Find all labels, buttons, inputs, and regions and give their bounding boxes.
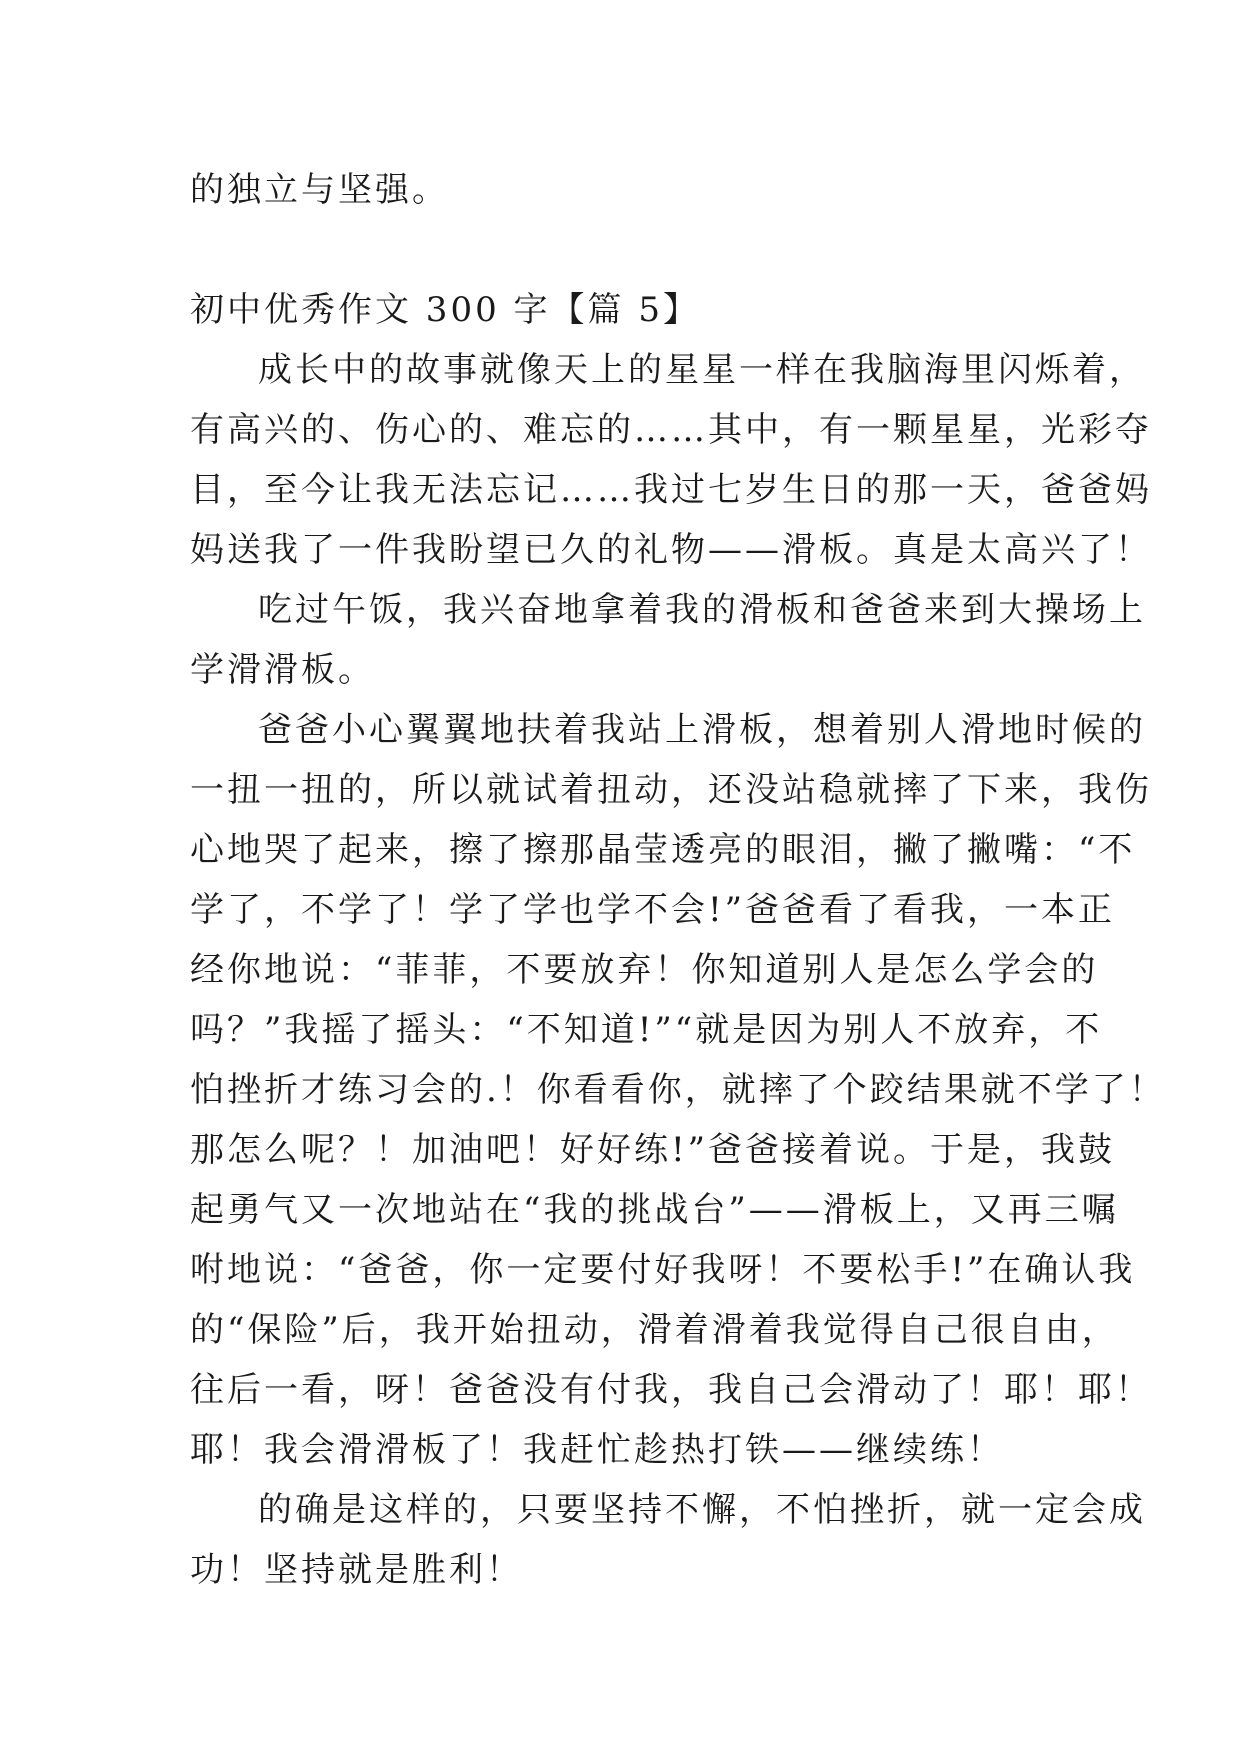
text-line: 学了，不学了！学了学也学不会!”爸爸看了看我，一本正 (190, 890, 1116, 930)
text-line: 爸爸小心翼翼地扶着我站上滑板，想着别人滑地时候的 (258, 710, 1146, 750)
paragraph-4 (190, 1480, 1146, 1600)
text-line: 妈送我了一件我盼望已久的礼物——滑板。真是太高兴了！ (190, 530, 1152, 570)
text-line: 有高兴的、伤心的、难忘的……其中，有一颗星星，光彩夺 (190, 410, 1152, 450)
text-line: 成长中的故事就像天上的星星一样在我脑海里闪烁着， (258, 350, 1146, 390)
section-title: 初中优秀作文 300 字【篇 5】 (190, 290, 700, 330)
text-line: 怕挫折才练习会的.！你看看你，就摔了个跤结果就不学了！ (190, 1070, 1166, 1110)
text-line: 目，至今让我无法忘记……我过七岁生日的那一天，爸爸妈 (190, 470, 1152, 510)
text-line: 学滑滑板。 (190, 650, 375, 690)
text-line: 往后一看，呀！爸爸没有付我，我自己会滑动了！耶！耶！ (190, 1370, 1152, 1410)
paragraph-1 (190, 340, 1152, 580)
paragraph-gap (190, 220, 1070, 280)
text-line: 的确是这样的，只要坚持不懈，不怕挫折，就一定会成 (258, 1490, 1146, 1530)
text-line: 咐地说：“爸爸，你一定要付好我呀！不要松手!”在确认我 (190, 1250, 1136, 1290)
text-line: 一扭一扭的，所以就试着扭动，还没站稳就摔了下来，我伤 (190, 770, 1152, 810)
text-line: 耶！我会滑滑板了！我赶忙趁热打铁——继续练！ (190, 1430, 1004, 1470)
paragraph-3 (190, 700, 1166, 1480)
text-line: 起勇气又一次地站在“我的挑战台”——滑板上，又再三嘱 (190, 1190, 1119, 1230)
text-line: 心地哭了起来，擦了擦那晶莹透亮的眼泪，撇了撇嘴：“不 (190, 830, 1136, 870)
document-body (190, 160, 1166, 1600)
opening-line: 的独立与坚强。 (190, 170, 449, 210)
text-line: 那怎么呢？！加油吧！好好练!”爸爸接着说。于是，我鼓 (190, 1130, 1116, 1170)
text-line: 功！坚持就是胜利！ (190, 1550, 523, 1590)
text-line: 的“保险”后，我开始扭动，滑着滑着我觉得自己很自由， (190, 1310, 1119, 1350)
text-line: 吗？”我摇了摇头：“不知道!”“就是因为别人不放弃，不 (190, 1010, 1103, 1050)
text-line: 吃过午饭，我兴奋地拿着我的滑板和爸爸来到大操场上 (258, 590, 1146, 630)
text-line: 经你地说：“菲菲，不要放弃！你知道别人是怎么学会的 (190, 950, 1099, 990)
paragraph-2 (190, 580, 1146, 700)
